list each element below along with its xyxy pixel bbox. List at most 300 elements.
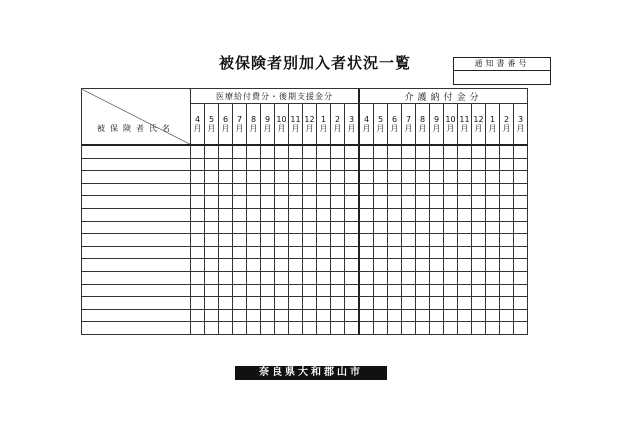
medical-month-cell[interactable] [205,196,219,209]
medical-month-cell[interactable] [219,234,233,247]
care-month-cell[interactable] [500,196,514,209]
medical-month-cell[interactable] [275,246,289,259]
care-month-cell[interactable] [374,246,388,259]
medical-month-cell[interactable] [303,196,317,209]
medical-month-cell[interactable] [205,208,219,221]
medical-month-cell[interactable] [233,171,247,184]
medical-month-cell[interactable] [205,221,219,234]
insured-name-cell[interactable] [82,246,191,259]
medical-month-cell[interactable] [247,246,261,259]
medical-month-cell[interactable] [289,183,303,196]
care-month-cell[interactable] [486,271,500,284]
care-month-cell[interactable] [472,158,486,171]
insured-name-cell[interactable] [82,221,191,234]
care-month-cell[interactable] [500,309,514,322]
care-month-cell[interactable] [458,171,472,184]
care-month-cell[interactable] [416,145,430,158]
care-month-cell[interactable] [402,158,416,171]
medical-month-cell[interactable] [331,183,345,196]
medical-month-cell[interactable] [233,297,247,310]
medical-month-cell[interactable] [261,183,275,196]
medical-month-cell[interactable] [317,271,331,284]
care-month-cell[interactable] [402,246,416,259]
care-month-cell[interactable] [430,284,444,297]
care-month-cell[interactable] [458,284,472,297]
medical-month-cell[interactable] [331,221,345,234]
insured-name-cell[interactable] [82,145,191,158]
medical-month-cell[interactable] [247,259,261,272]
care-month-cell[interactable] [359,259,374,272]
care-month-cell[interactable] [514,246,528,259]
care-month-cell[interactable] [359,271,374,284]
care-month-cell[interactable] [416,183,430,196]
care-month-cell[interactable] [472,234,486,247]
medical-month-cell[interactable] [303,271,317,284]
medical-month-cell[interactable] [219,145,233,158]
care-month-cell[interactable] [430,171,444,184]
care-month-cell[interactable] [359,309,374,322]
care-month-cell[interactable] [458,208,472,221]
care-month-cell[interactable] [388,259,402,272]
medical-month-cell[interactable] [219,183,233,196]
care-month-cell[interactable] [374,271,388,284]
medical-month-cell[interactable] [261,196,275,209]
care-month-cell[interactable] [430,322,444,335]
care-month-cell[interactable] [374,322,388,335]
care-month-cell[interactable] [359,158,374,171]
care-month-cell[interactable] [458,234,472,247]
care-month-cell[interactable] [444,309,458,322]
medical-month-cell[interactable] [247,183,261,196]
care-month-cell[interactable] [514,322,528,335]
care-month-cell[interactable] [444,271,458,284]
care-month-cell[interactable] [514,271,528,284]
care-month-cell[interactable] [472,322,486,335]
medical-month-cell[interactable] [303,297,317,310]
medical-month-cell[interactable] [275,145,289,158]
care-month-cell[interactable] [430,208,444,221]
medical-month-cell[interactable] [219,259,233,272]
medical-month-cell[interactable] [345,297,360,310]
care-month-cell[interactable] [402,284,416,297]
care-month-cell[interactable] [416,297,430,310]
medical-month-cell[interactable] [289,246,303,259]
care-month-cell[interactable] [500,145,514,158]
medical-month-cell[interactable] [317,259,331,272]
medical-month-cell[interactable] [205,183,219,196]
medical-month-cell[interactable] [219,284,233,297]
medical-month-cell[interactable] [233,284,247,297]
care-month-cell[interactable] [514,171,528,184]
care-month-cell[interactable] [514,284,528,297]
medical-month-cell[interactable] [233,259,247,272]
medical-month-cell[interactable] [233,322,247,335]
medical-month-cell[interactable] [247,234,261,247]
medical-month-cell[interactable] [317,158,331,171]
medical-month-cell[interactable] [317,309,331,322]
care-month-cell[interactable] [416,259,430,272]
care-month-cell[interactable] [486,322,500,335]
care-month-cell[interactable] [402,183,416,196]
medical-month-cell[interactable] [219,271,233,284]
care-month-cell[interactable] [388,271,402,284]
medical-month-cell[interactable] [345,158,360,171]
medical-month-cell[interactable] [233,183,247,196]
care-month-cell[interactable] [500,171,514,184]
medical-month-cell[interactable] [191,309,205,322]
care-month-cell[interactable] [416,208,430,221]
medical-month-cell[interactable] [247,221,261,234]
medical-month-cell[interactable] [247,297,261,310]
care-month-cell[interactable] [472,145,486,158]
medical-month-cell[interactable] [331,309,345,322]
care-month-cell[interactable] [388,246,402,259]
medical-month-cell[interactable] [247,284,261,297]
care-month-cell[interactable] [500,246,514,259]
care-month-cell[interactable] [486,158,500,171]
care-month-cell[interactable] [359,234,374,247]
medical-month-cell[interactable] [303,246,317,259]
medical-month-cell[interactable] [191,246,205,259]
medical-month-cell[interactable] [247,196,261,209]
medical-month-cell[interactable] [303,208,317,221]
care-month-cell[interactable] [444,297,458,310]
care-month-cell[interactable] [444,208,458,221]
care-month-cell[interactable] [514,208,528,221]
care-month-cell[interactable] [444,246,458,259]
medical-month-cell[interactable] [345,309,360,322]
medical-month-cell[interactable] [289,271,303,284]
medical-month-cell[interactable] [191,208,205,221]
care-month-cell[interactable] [359,145,374,158]
care-month-cell[interactable] [458,145,472,158]
medical-month-cell[interactable] [317,208,331,221]
care-month-cell[interactable] [416,158,430,171]
care-month-cell[interactable] [388,171,402,184]
medical-month-cell[interactable] [331,271,345,284]
medical-month-cell[interactable] [191,196,205,209]
medical-month-cell[interactable] [345,183,360,196]
medical-month-cell[interactable] [191,234,205,247]
care-month-cell[interactable] [374,158,388,171]
medical-month-cell[interactable] [345,246,360,259]
medical-month-cell[interactable] [303,183,317,196]
medical-month-cell[interactable] [345,284,360,297]
care-month-cell[interactable] [500,208,514,221]
care-month-cell[interactable] [458,196,472,209]
medical-month-cell[interactable] [345,196,360,209]
insured-name-cell[interactable] [82,196,191,209]
medical-month-cell[interactable] [303,145,317,158]
medical-month-cell[interactable] [247,271,261,284]
insured-name-cell[interactable] [82,171,191,184]
care-month-cell[interactable] [444,171,458,184]
medical-month-cell[interactable] [275,171,289,184]
medical-month-cell[interactable] [275,221,289,234]
medical-month-cell[interactable] [191,171,205,184]
care-month-cell[interactable] [374,297,388,310]
care-month-cell[interactable] [486,196,500,209]
care-month-cell[interactable] [374,171,388,184]
medical-month-cell[interactable] [317,145,331,158]
care-month-cell[interactable] [374,196,388,209]
care-month-cell[interactable] [486,183,500,196]
care-month-cell[interactable] [444,284,458,297]
care-month-cell[interactable] [388,196,402,209]
care-month-cell[interactable] [359,171,374,184]
medical-month-cell[interactable] [233,246,247,259]
medical-month-cell[interactable] [317,183,331,196]
care-month-cell[interactable] [500,322,514,335]
medical-month-cell[interactable] [331,208,345,221]
medical-month-cell[interactable] [205,145,219,158]
medical-month-cell[interactable] [247,322,261,335]
care-month-cell[interactable] [458,309,472,322]
care-month-cell[interactable] [486,309,500,322]
care-month-cell[interactable] [388,322,402,335]
medical-month-cell[interactable] [275,196,289,209]
care-month-cell[interactable] [444,221,458,234]
medical-month-cell[interactable] [219,171,233,184]
care-month-cell[interactable] [500,259,514,272]
medical-month-cell[interactable] [289,171,303,184]
care-month-cell[interactable] [359,221,374,234]
care-month-cell[interactable] [472,183,486,196]
care-month-cell[interactable] [486,284,500,297]
medical-month-cell[interactable] [317,196,331,209]
care-month-cell[interactable] [430,234,444,247]
care-month-cell[interactable] [416,284,430,297]
medical-month-cell[interactable] [303,158,317,171]
medical-month-cell[interactable] [261,158,275,171]
care-month-cell[interactable] [444,234,458,247]
care-month-cell[interactable] [430,309,444,322]
care-month-cell[interactable] [472,309,486,322]
care-month-cell[interactable] [416,171,430,184]
medical-month-cell[interactable] [345,145,360,158]
medical-month-cell[interactable] [233,196,247,209]
care-month-cell[interactable] [486,171,500,184]
care-month-cell[interactable] [444,183,458,196]
medical-month-cell[interactable] [289,208,303,221]
care-month-cell[interactable] [486,208,500,221]
care-month-cell[interactable] [472,196,486,209]
medical-month-cell[interactable] [205,297,219,310]
care-month-cell[interactable] [430,183,444,196]
medical-month-cell[interactable] [317,297,331,310]
medical-month-cell[interactable] [247,309,261,322]
medical-month-cell[interactable] [275,208,289,221]
medical-month-cell[interactable] [275,284,289,297]
care-month-cell[interactable] [416,309,430,322]
care-month-cell[interactable] [388,297,402,310]
care-month-cell[interactable] [374,259,388,272]
medical-month-cell[interactable] [289,322,303,335]
medical-month-cell[interactable] [261,246,275,259]
care-month-cell[interactable] [388,309,402,322]
medical-month-cell[interactable] [205,271,219,284]
care-month-cell[interactable] [472,221,486,234]
care-month-cell[interactable] [402,322,416,335]
care-month-cell[interactable] [444,145,458,158]
insured-name-cell[interactable] [82,158,191,171]
care-month-cell[interactable] [388,221,402,234]
medical-month-cell[interactable] [289,297,303,310]
medical-month-cell[interactable] [233,158,247,171]
insured-name-cell[interactable] [82,234,191,247]
medical-month-cell[interactable] [191,297,205,310]
notice-number-field[interactable] [454,71,550,84]
medical-month-cell[interactable] [219,196,233,209]
care-month-cell[interactable] [388,234,402,247]
medical-month-cell[interactable] [219,246,233,259]
care-month-cell[interactable] [458,158,472,171]
care-month-cell[interactable] [374,183,388,196]
medical-month-cell[interactable] [191,158,205,171]
care-month-cell[interactable] [402,196,416,209]
care-month-cell[interactable] [402,208,416,221]
care-month-cell[interactable] [514,196,528,209]
care-month-cell[interactable] [430,196,444,209]
care-month-cell[interactable] [402,234,416,247]
medical-month-cell[interactable] [345,322,360,335]
care-month-cell[interactable] [402,221,416,234]
care-month-cell[interactable] [402,309,416,322]
medical-month-cell[interactable] [303,309,317,322]
medical-month-cell[interactable] [289,309,303,322]
care-month-cell[interactable] [500,284,514,297]
medical-month-cell[interactable] [191,145,205,158]
care-month-cell[interactable] [430,221,444,234]
medical-month-cell[interactable] [303,284,317,297]
medical-month-cell[interactable] [275,271,289,284]
care-month-cell[interactable] [388,145,402,158]
medical-month-cell[interactable] [275,183,289,196]
care-month-cell[interactable] [374,145,388,158]
care-month-cell[interactable] [444,259,458,272]
medical-month-cell[interactable] [261,284,275,297]
medical-month-cell[interactable] [289,221,303,234]
care-month-cell[interactable] [514,259,528,272]
medical-month-cell[interactable] [205,171,219,184]
care-month-cell[interactable] [472,259,486,272]
care-month-cell[interactable] [514,309,528,322]
care-month-cell[interactable] [458,322,472,335]
care-month-cell[interactable] [416,196,430,209]
care-month-cell[interactable] [514,297,528,310]
care-month-cell[interactable] [500,234,514,247]
medical-month-cell[interactable] [261,208,275,221]
medical-month-cell[interactable] [317,234,331,247]
medical-month-cell[interactable] [261,234,275,247]
insured-name-cell[interactable] [82,309,191,322]
insured-name-cell[interactable] [82,183,191,196]
care-month-cell[interactable] [472,246,486,259]
care-month-cell[interactable] [416,234,430,247]
medical-month-cell[interactable] [205,322,219,335]
insured-name-cell[interactable] [82,322,191,335]
care-month-cell[interactable] [374,208,388,221]
medical-month-cell[interactable] [289,145,303,158]
medical-month-cell[interactable] [191,259,205,272]
care-month-cell[interactable] [359,183,374,196]
care-month-cell[interactable] [416,322,430,335]
care-month-cell[interactable] [472,297,486,310]
care-month-cell[interactable] [374,284,388,297]
care-month-cell[interactable] [359,208,374,221]
medical-month-cell[interactable] [331,246,345,259]
medical-month-cell[interactable] [261,221,275,234]
care-month-cell[interactable] [359,284,374,297]
medical-month-cell[interactable] [233,221,247,234]
medical-month-cell[interactable] [289,234,303,247]
medical-month-cell[interactable] [331,322,345,335]
medical-month-cell[interactable] [219,297,233,310]
medical-month-cell[interactable] [317,221,331,234]
care-month-cell[interactable] [374,309,388,322]
medical-month-cell[interactable] [317,322,331,335]
medical-month-cell[interactable] [345,234,360,247]
care-month-cell[interactable] [458,183,472,196]
care-month-cell[interactable] [500,297,514,310]
care-month-cell[interactable] [359,196,374,209]
medical-month-cell[interactable] [345,221,360,234]
medical-month-cell[interactable] [219,309,233,322]
medical-month-cell[interactable] [247,158,261,171]
medical-month-cell[interactable] [275,297,289,310]
care-month-cell[interactable] [416,246,430,259]
medical-month-cell[interactable] [303,171,317,184]
medical-month-cell[interactable] [331,158,345,171]
care-month-cell[interactable] [388,284,402,297]
care-month-cell[interactable] [500,221,514,234]
medical-month-cell[interactable] [345,259,360,272]
medical-month-cell[interactable] [205,246,219,259]
care-month-cell[interactable] [514,158,528,171]
medical-month-cell[interactable] [205,234,219,247]
medical-month-cell[interactable] [275,234,289,247]
care-month-cell[interactable] [388,158,402,171]
medical-month-cell[interactable] [219,208,233,221]
care-month-cell[interactable] [500,183,514,196]
insured-name-cell[interactable] [82,259,191,272]
care-month-cell[interactable] [388,183,402,196]
medical-month-cell[interactable] [275,158,289,171]
care-month-cell[interactable] [486,234,500,247]
care-month-cell[interactable] [416,271,430,284]
medical-month-cell[interactable] [303,259,317,272]
care-month-cell[interactable] [402,297,416,310]
medical-month-cell[interactable] [219,322,233,335]
care-month-cell[interactable] [402,145,416,158]
medical-month-cell[interactable] [191,271,205,284]
medical-month-cell[interactable] [345,208,360,221]
medical-month-cell[interactable] [331,145,345,158]
medical-month-cell[interactable] [233,271,247,284]
medical-month-cell[interactable] [303,322,317,335]
medical-month-cell[interactable] [303,221,317,234]
medical-month-cell[interactable] [331,259,345,272]
care-month-cell[interactable] [514,145,528,158]
medical-month-cell[interactable] [191,183,205,196]
medical-month-cell[interactable] [345,171,360,184]
medical-month-cell[interactable] [331,284,345,297]
medical-month-cell[interactable] [247,208,261,221]
care-month-cell[interactable] [359,322,374,335]
care-month-cell[interactable] [430,271,444,284]
care-month-cell[interactable] [458,259,472,272]
medical-month-cell[interactable] [233,145,247,158]
